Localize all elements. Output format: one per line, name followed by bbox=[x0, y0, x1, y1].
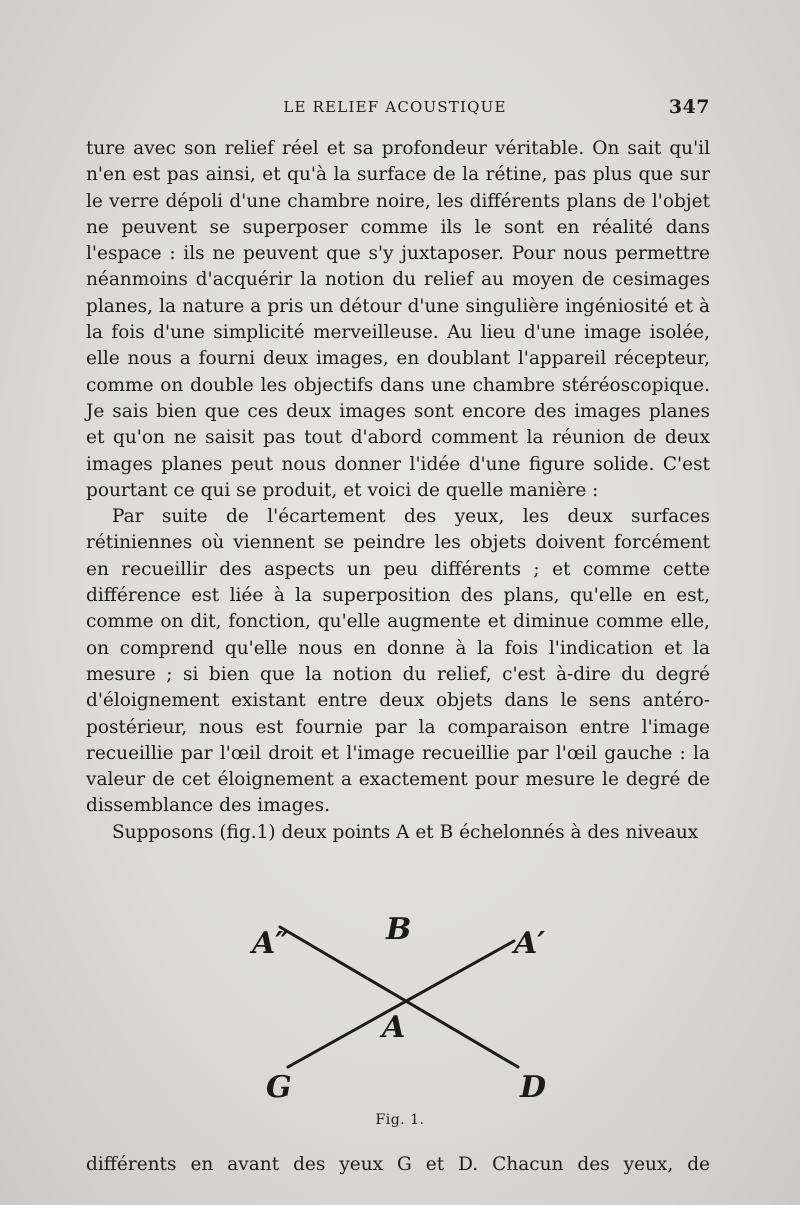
label-a-double-prime: A″ bbox=[252, 926, 289, 961]
label-d: D bbox=[520, 1070, 547, 1100]
label-a-prime: A′ bbox=[514, 926, 546, 961]
figure-caption: Fig. 1. bbox=[375, 1112, 425, 1128]
line-a-double-prime-to-d bbox=[280, 927, 518, 1067]
label-b: B bbox=[386, 912, 412, 947]
page-number: 347 bbox=[668, 96, 710, 118]
stereo-lines-diagram bbox=[230, 905, 570, 1100]
body-text bbox=[86, 136, 710, 846]
running-title: LE RELIEF ACOUSTIQUE bbox=[283, 98, 507, 116]
paragraph-3: Supposons (fig.1) deux points A et B échelonnés à des niveaux bbox=[112, 821, 699, 843]
paragraph-1: ture avec son relief réel et sa profondeur véritable. On sait qu'il n'en est pas ainsi, et qu'à la surface de la rétine, pas plus que sur le verre dépoli d'une chambre noire, les différents plans de l'objet ne peuvent se superposer comme ils le sont en réalité dans l'espace : ils ne peuvent que s'y juxtaposer. Pour nous permettre néanmoins d'acquérir la notion du relief au moyen de cesimages planes, la nature a pris un détour d'une singulière ingéniosité et à la fois d'une simplicité merveilleuse. Au lieu d'une image isolée, elle nous a fourni deux images, en doublant l'appareil récepteur, comme on double les objectifs dans une chambre stéréoscopique. Je sais bien que ces deux images sont encore des images planes et qu'on ne saisit pas tout d'abord comment la réunion de deux images planes peut nous donner l'idée d'une figure solide. C'est pourtant ce qui se produit, et voici de quelle manière : bbox=[86, 138, 710, 501]
continuation-line: différents en avant des yeux G et D. Chacun des yeux, de bbox=[86, 1154, 710, 1175]
paragraph-2: Par suite de l'écartement des yeux, les deux surfaces rétiniennes où viennent se peindre les objets doivent forcément en recueillir des aspects un peu différents ; et comme cette différence est liée à la superposition des plans, qu'elle en est, comme on dit, fonction, qu'elle augmente et diminue comme elle, on comprend qu'elle nous en donne à la fois l'indication et la mesure ; si bien que la notion du relief, c'est à-dire du degré d'éloignement existant entre deux objets dans le sens antéro-postérieur, nous est fournie par la comparaison entre l'image recueillie par l'œil droit et l'image recueillie par l'œil gauche : la valeur de cet éloignement a exactement pour mesure le degré de dissemblance des images. bbox=[86, 506, 710, 817]
running-head bbox=[80, 96, 710, 120]
label-g: G bbox=[266, 1070, 292, 1100]
label-a: A bbox=[382, 1010, 406, 1045]
line-g-to-a-prime bbox=[288, 941, 514, 1067]
figure-1-diagram bbox=[230, 905, 570, 1100]
